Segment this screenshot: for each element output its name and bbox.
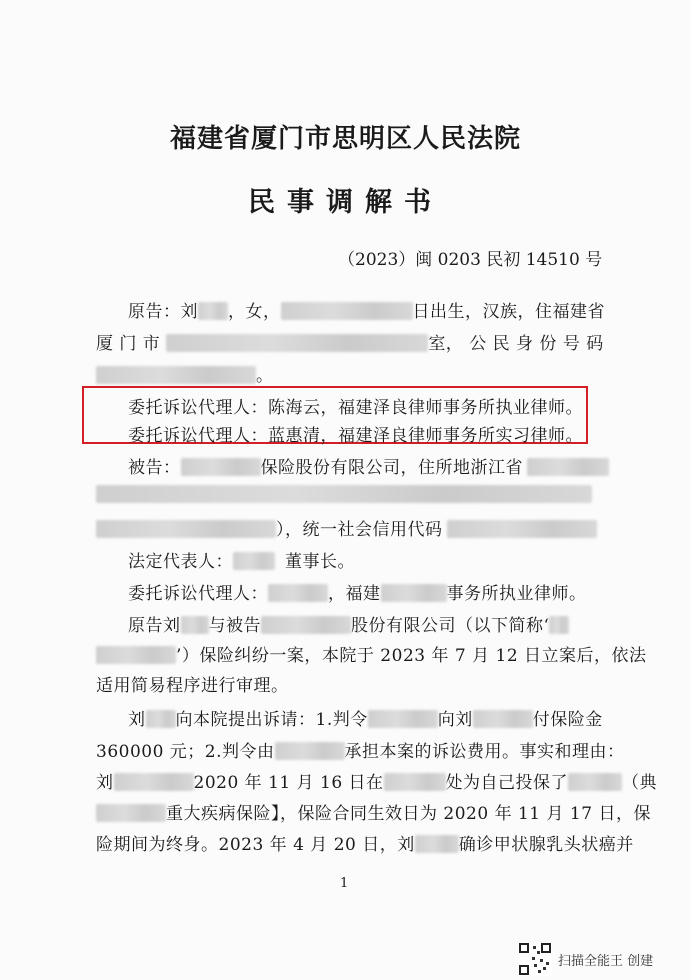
watermark-text: 扫描全能王 创建 <box>558 953 654 969</box>
text: 刘 <box>128 710 146 730</box>
redaction <box>181 616 209 634</box>
redaction <box>275 742 345 760</box>
text: 保险股份有限公司，住所地浙江省 <box>260 458 523 478</box>
plaintiff-line <box>128 297 605 322</box>
text: ’）保险纠纷一案，本院于 2023 年 7 月 12 日立案后，依法 <box>176 646 647 666</box>
text: 付保险金 <box>532 710 603 730</box>
text: 向刘 <box>437 710 473 730</box>
text: 向本院提出诉请：1.判令 <box>175 710 368 730</box>
text: 原告：刘 <box>128 302 198 322</box>
redaction <box>381 584 447 602</box>
para-2-line-3 <box>96 768 657 793</box>
agent-line-1: 委托诉讼代理人：陈海云，福建泽良律师事务所执业律师。 <box>128 398 583 418</box>
legal-rep-line <box>128 547 355 572</box>
text: 委托诉讼代理人： <box>128 584 268 604</box>
redaction <box>527 458 609 476</box>
text: 被告： <box>128 458 181 478</box>
redaction <box>473 710 533 728</box>
document-title: 民事调解书 <box>248 187 443 218</box>
redaction <box>96 485 592 503</box>
defendant-line <box>128 453 609 478</box>
text: 股份有限公司（以下简称‘ <box>351 616 550 636</box>
redaction <box>268 584 328 602</box>
text: 与被告 <box>208 616 261 636</box>
para-2-line-1 <box>128 705 603 730</box>
text: 法定代表人： <box>128 552 233 572</box>
para-1-line-2 <box>96 641 647 666</box>
text: ，女， <box>228 302 281 322</box>
para-1-line-3: 适用简易程序进行审理。 <box>96 676 289 696</box>
text: 承担本案的诉讼费用。事实和理由： <box>344 742 625 762</box>
text: 事务所执业律师。 <box>446 584 587 604</box>
defendant-address-line <box>96 485 592 505</box>
text: 日出生，汉族，住福建省 <box>412 302 605 322</box>
redaction <box>384 773 446 791</box>
text: 厦 门 市 <box>96 334 161 354</box>
text: ，福建 <box>328 584 381 604</box>
text: 室， 公 民 身 份 号 码 <box>428 334 604 354</box>
redaction <box>368 710 438 728</box>
para-2-line-4 <box>96 799 651 824</box>
redaction <box>447 520 597 538</box>
redaction <box>415 835 459 853</box>
page-number: 1 <box>340 876 349 891</box>
redaction <box>549 616 569 634</box>
redaction <box>96 804 166 822</box>
id-number-line <box>96 361 274 386</box>
credit-code-line <box>96 515 597 540</box>
redaction <box>181 458 261 476</box>
redaction <box>261 616 351 634</box>
para-1-line-1 <box>128 611 569 636</box>
redaction <box>281 302 413 320</box>
agent-line-2: 委托诉讼代理人：蓝惠清，福建泽良律师事务所实习律师。 <box>128 426 583 446</box>
text: 原告刘 <box>128 616 181 636</box>
redaction <box>96 520 276 538</box>
redaction <box>233 552 275 570</box>
text: 刘 <box>96 773 114 793</box>
case-number: （2023）闽 0203 民初 14510 号 <box>338 250 603 270</box>
text: 确诊甲状腺乳头状癌并 <box>458 835 634 855</box>
text: （典 <box>622 773 658 793</box>
redaction <box>146 710 176 728</box>
court-name: 福建省厦门市思明区人民法院 <box>169 124 521 154</box>
text: 重大疾病保险】，保险合同生效日为 2020 年 11 月 17 日，保 <box>166 804 651 824</box>
para-2-line-5 <box>96 830 634 855</box>
text: 险期间为终身。2023 年 4 月 20 日，刘 <box>96 835 415 855</box>
para-2-line-2 <box>96 737 625 762</box>
text: 。 <box>256 366 274 386</box>
text: 董事长。 <box>285 552 355 572</box>
redaction <box>568 773 622 791</box>
redaction <box>96 366 256 384</box>
text: 360000 元；2.判令由 <box>96 742 275 762</box>
defendant-agent-line <box>128 579 587 604</box>
text: 处为自己投保了 <box>445 773 569 793</box>
text: ），统一社会信用代码 <box>276 520 443 540</box>
redaction <box>198 302 228 320</box>
text: 2020 年 11 月 16 日在 <box>193 773 384 793</box>
redaction <box>96 646 176 664</box>
redaction <box>166 334 428 352</box>
qr-code-icon <box>518 942 552 976</box>
redaction <box>114 773 194 791</box>
plaintiff-address-line <box>96 329 604 354</box>
scanner-watermark <box>518 942 653 976</box>
